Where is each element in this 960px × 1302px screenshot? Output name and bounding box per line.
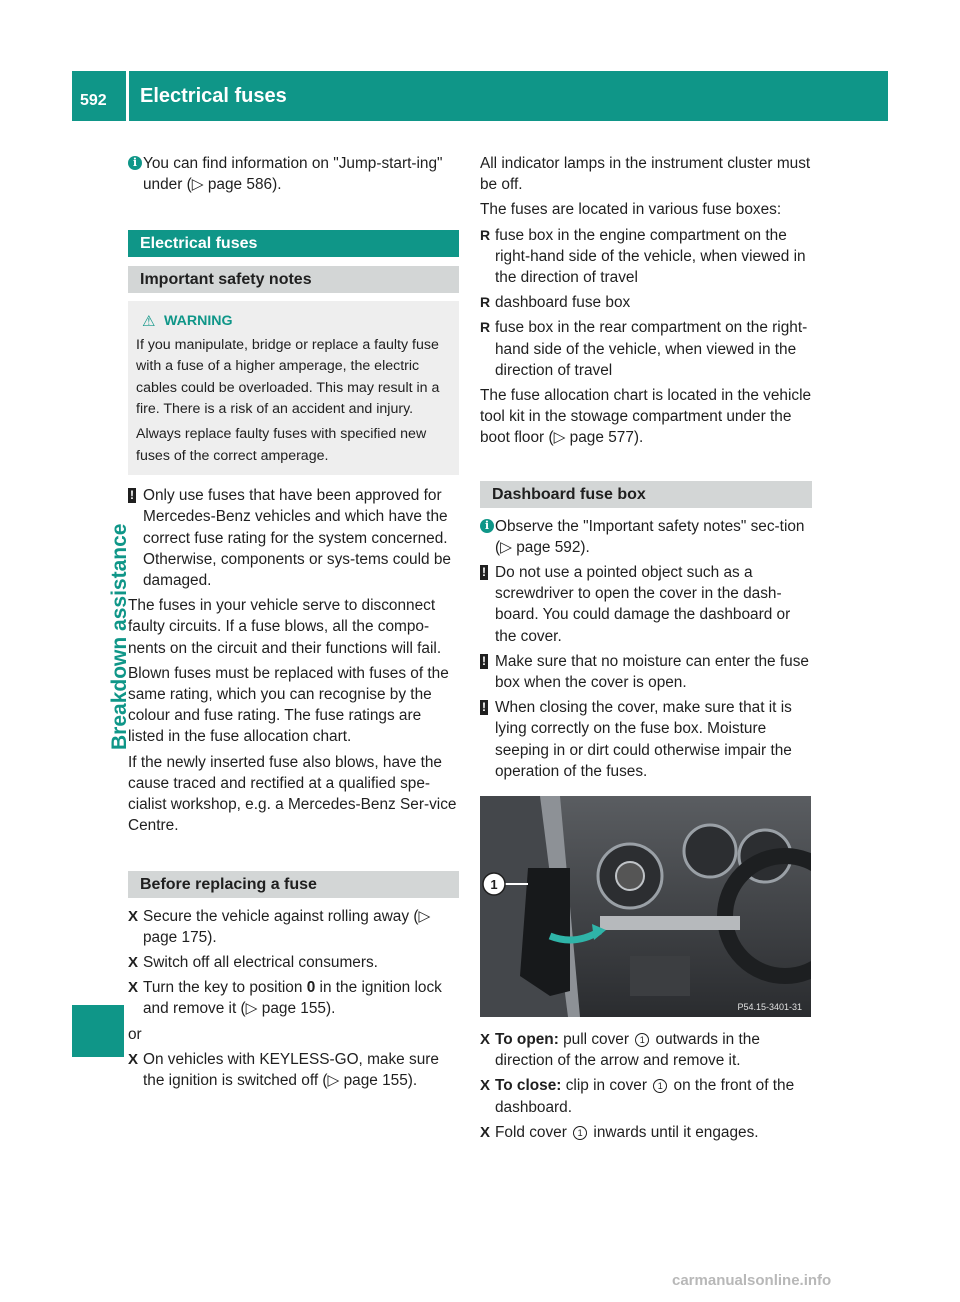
step-turn-text-a: Turn the key to position bbox=[143, 979, 307, 997]
caution-moisture-text: Make sure that no moisture can enter the fuse box when the cover is open. bbox=[495, 652, 809, 692]
subsection-heading-safety: Important safety notes bbox=[128, 266, 459, 293]
warning-triangle-icon: ⚠ bbox=[142, 313, 156, 331]
step-fold bbox=[480, 1122, 812, 1143]
list-bullet-icon: R bbox=[480, 226, 491, 243]
step-marker-icon: X bbox=[128, 953, 139, 971]
side-tab-marker bbox=[72, 1005, 124, 1057]
dashboard-fuse-box-photo bbox=[480, 796, 811, 1017]
list-bullet-icon: R bbox=[480, 319, 491, 336]
left-column bbox=[128, 153, 459, 1095]
step-switch bbox=[128, 952, 459, 973]
list-item-dashboard bbox=[480, 292, 812, 313]
caution-note-approved bbox=[128, 485, 459, 591]
photo-code: P54.15-3401-31 bbox=[737, 1002, 802, 1013]
step-open-text-a: pull cover bbox=[558, 1031, 634, 1049]
section-heading: Electrical fuses bbox=[128, 230, 459, 257]
list-item-engine bbox=[480, 225, 812, 289]
caution-note-pointed bbox=[480, 562, 812, 647]
list-item-rear-text: fuse box in the rear compartment on the right-hand side of the vehicle, when viewed in the direction of travel bbox=[495, 319, 808, 379]
dashboard-illustration bbox=[480, 796, 811, 1017]
warning-title bbox=[136, 311, 451, 332]
info-icon: i bbox=[480, 519, 494, 533]
photo-callout: 1 bbox=[490, 877, 498, 893]
list-item-dashboard-text: dashboard fuse box bbox=[495, 294, 631, 312]
step-keyless-text: On vehicles with KEYLESS-GO, make sure the ignition is switched off (▷ page 155). bbox=[143, 1050, 439, 1089]
paragraph-blown: Blown fuses must be replaced with fuses of the same rating, which you can recognise by the colour and fuse rating. The fuse ratings are listed in the fuse allocation chart. bbox=[128, 664, 449, 746]
caution-note-moisture bbox=[480, 651, 812, 693]
info-observe bbox=[480, 516, 812, 558]
step-open-text-b: outwards in the direction of the arrow and remove it. bbox=[495, 1031, 760, 1070]
watermark: carmanualsonline.info bbox=[672, 1272, 832, 1289]
step-turn bbox=[128, 977, 459, 1019]
caution-note-closing bbox=[480, 697, 812, 782]
callout-ref-icon: 1 bbox=[635, 1033, 649, 1047]
step-keyless bbox=[128, 1049, 459, 1091]
step-close-text-a: clip in cover bbox=[561, 1077, 652, 1095]
caution-pointed-text: Do not use a pointed object such as a screwdriver to open the cover in the dash-board. You could damage the dashboard or the cover. bbox=[495, 564, 791, 645]
step-turn-text-b: in the ignition lock and remove it (▷ page 155). bbox=[143, 979, 442, 1018]
warning-text-1: If you manipulate, bridge or replace a faulty fuse with a fuse of a higher amperage, the electric cables could be overloaded. This may result in a fire. There is a risk of an accident and injury. bbox=[136, 336, 440, 418]
step-marker-icon: X bbox=[128, 979, 139, 997]
caution-icon: ! bbox=[130, 488, 134, 503]
caution-icon: ! bbox=[482, 565, 486, 580]
step-close bbox=[480, 1075, 812, 1117]
step-marker-icon: X bbox=[480, 1077, 491, 1095]
step-close-label: To close: bbox=[495, 1077, 562, 1095]
warning-title-text: WARNING bbox=[164, 313, 233, 330]
step-turn-position: 0 bbox=[306, 979, 316, 997]
paragraph-disconnect: The fuses in your vehicle serve to disconnect faulty circuits. If a fuse blows, all the compo-nents on the circuit and their functions will fail. bbox=[128, 597, 442, 657]
step-switch-text: Switch off all electrical consumers. bbox=[143, 953, 378, 971]
step-open-label: To open: bbox=[495, 1031, 559, 1049]
caution-icon: ! bbox=[482, 700, 486, 715]
list-item-rear bbox=[480, 317, 812, 381]
step-secure-text: Secure the vehicle against rolling away (▷ page 175). bbox=[143, 907, 431, 946]
paragraph-located: The fuses are located in various fuse boxes: bbox=[480, 201, 782, 219]
step-open bbox=[480, 1029, 812, 1071]
page-number: 592 bbox=[80, 92, 107, 109]
warning-text-2: Always replace faulty fuses with specified new fuses of the correct amperage. bbox=[136, 426, 427, 464]
callout-ref-icon: 1 bbox=[573, 1126, 587, 1140]
page-title: Electrical fuses bbox=[140, 85, 287, 107]
header-divider bbox=[126, 71, 129, 121]
info-note bbox=[128, 153, 459, 195]
subsection-heading-dashboard: Dashboard fuse box bbox=[480, 481, 812, 508]
side-tab-label: Breakdown assistance bbox=[108, 523, 131, 750]
or-text: or bbox=[128, 1025, 142, 1043]
caution-approved-text: Only use fuses that have been approved for Mercedes-Benz vehicles and which have the correct fuse rating for the system concerned. Otherwise, components or sys-tems could be damaged. bbox=[143, 487, 451, 590]
info-jump-text: You can find information on "Jump-start-ing" under (▷ page 586). bbox=[143, 155, 443, 194]
step-fold-text-a: Fold cover bbox=[495, 1123, 572, 1141]
step-marker-icon: X bbox=[128, 1050, 139, 1068]
info-observe-text: Observe the "Important safety notes" sec-tion (▷ page 592). bbox=[495, 517, 805, 556]
paragraph-indicator: All indicator lamps in the instrument cluster must be off. bbox=[480, 155, 811, 194]
caution-closing-text: When closing the cover, make sure that it is lying correctly on the fuse box. Moisture seeping in or dirt could otherwise impair the operation of the fuses. bbox=[495, 699, 792, 780]
caution-icon: ! bbox=[482, 653, 486, 668]
list-bullet-icon: R bbox=[480, 294, 491, 311]
list-item-engine-text: fuse box in the engine compartment on the right-hand side of the vehicle, when viewed in the direction of travel bbox=[495, 226, 806, 287]
paragraph-newly: If the newly inserted fuse also blows, have the cause traced and rectified at a qualified spe-cialist workshop, e.g. a Mercedes-Benz Ser-vice Centre. bbox=[128, 753, 457, 835]
step-marker-icon: X bbox=[480, 1031, 491, 1049]
warning-box bbox=[128, 301, 459, 475]
paragraph-chart: The fuse allocation chart is located in the vehicle tool kit in the stowage compartment under the boot floor (▷ page 577). bbox=[480, 387, 812, 447]
side-tab bbox=[79, 500, 129, 760]
info-icon: i bbox=[128, 156, 142, 170]
subsection-heading-before: Before replacing a fuse bbox=[128, 871, 459, 898]
step-close-text-b: on the front of the dashboard. bbox=[495, 1077, 795, 1116]
right-column bbox=[480, 153, 812, 1147]
step-secure bbox=[128, 906, 459, 948]
step-fold-text-b: inwards until it engages. bbox=[589, 1123, 759, 1141]
step-marker-icon: X bbox=[128, 907, 139, 925]
callout-ref-icon: 1 bbox=[653, 1079, 667, 1093]
step-marker-icon: X bbox=[480, 1123, 491, 1141]
